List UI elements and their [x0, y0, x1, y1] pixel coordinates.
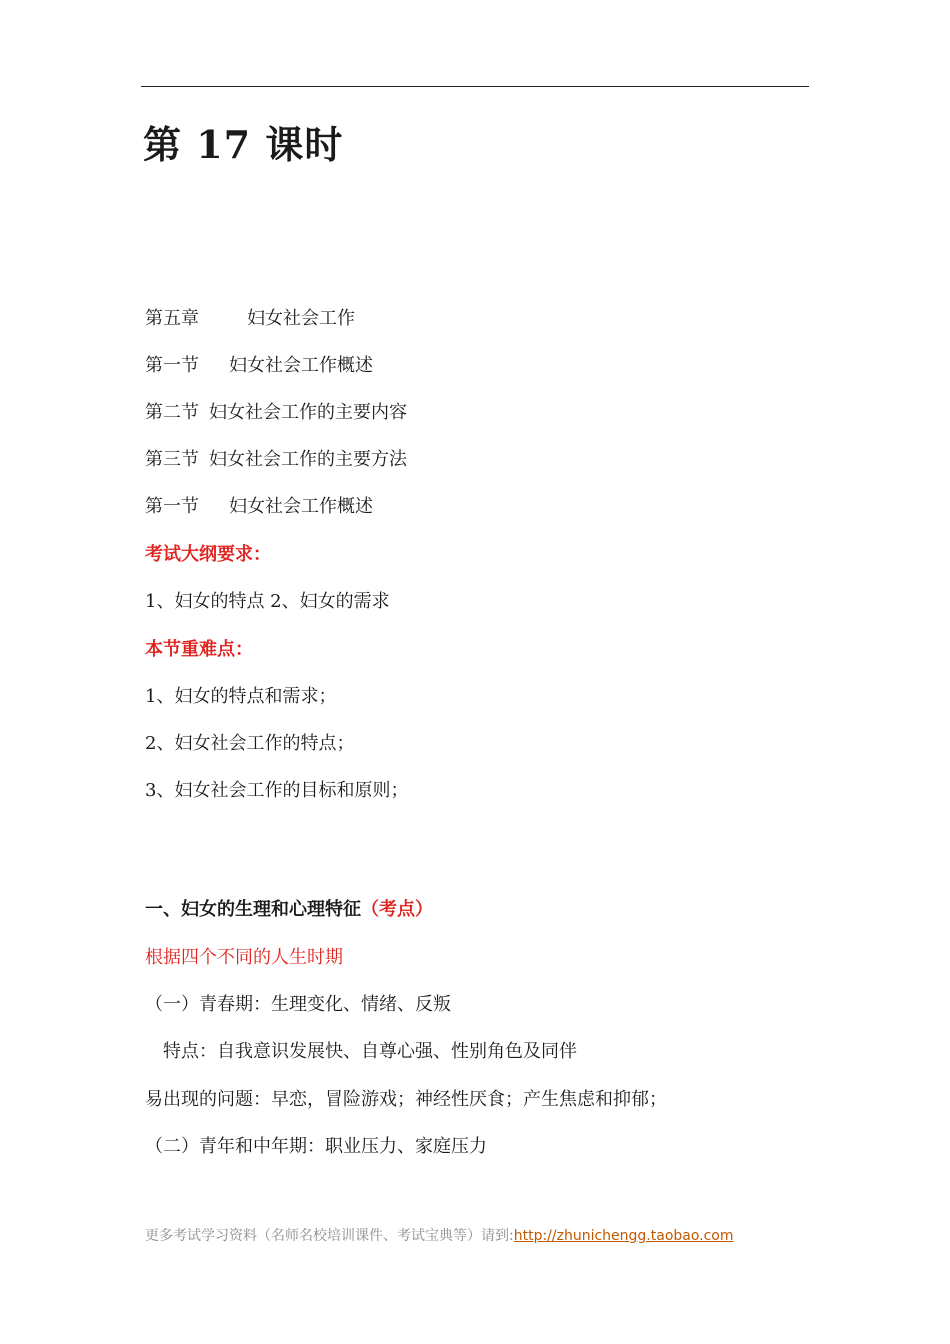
- period-adolescence: （一）青春期：生理变化、情绪、反叛: [145, 994, 451, 1015]
- key-point-item: 3、妇女社会工作的目标和原则；: [145, 780, 409, 801]
- footer-promo: [145, 1225, 734, 1245]
- toc-line-section1: [145, 354, 373, 378]
- section1-tag: （考点）: [361, 899, 433, 920]
- header-rule: [141, 86, 809, 87]
- toc-text: 妇女社会工作概述: [229, 496, 373, 517]
- period-adolescence-features: 特点：自我意识发展快、自尊心强、性别角色及同伴: [163, 1041, 577, 1062]
- toc-text: 妇女社会工作的主要内容: [209, 402, 407, 423]
- key-point-item: 1、妇女的特点和需求；: [145, 686, 337, 707]
- section1-title: 一、妇女的生理和心理特征: [145, 899, 361, 920]
- toc-label: 第一节: [145, 355, 199, 376]
- footer-link[interactable]: http://zhunichengg.taobao.com: [513, 1228, 734, 1244]
- footer-text: 更多考试学习资料（名师名校培训课件、考试宝典等）请到:: [145, 1228, 514, 1244]
- period-adolescence-problems: 易出现的问题：早恋，冒险游戏；神经性厌食；产生焦虑和抑郁；: [145, 1089, 667, 1110]
- toc-label: 第五章: [145, 308, 199, 329]
- toc-line-section2: [145, 401, 407, 425]
- toc-text: 妇女社会工作的主要方法: [209, 449, 407, 470]
- exam-outline-items: 1、妇女的特点 2、妇女的需求: [145, 591, 390, 612]
- toc-text: 妇女社会工作: [247, 308, 355, 329]
- key-points-heading: 本节重难点：: [145, 639, 253, 660]
- toc-line-section3: [145, 448, 407, 472]
- key-point-item: 2、妇女社会工作的特点；: [145, 733, 355, 754]
- toc-text: 妇女社会工作概述: [229, 355, 373, 376]
- page-title: 第 17 课时: [143, 122, 344, 167]
- section1-subtitle: 根据四个不同的人生时期: [145, 947, 343, 968]
- exam-outline-heading: 考试大纲要求：: [145, 544, 271, 565]
- toc-label: 第三节: [145, 449, 199, 470]
- period-youth-midlife: （二）青年和中年期：职业压力、家庭压力: [145, 1136, 487, 1157]
- section1-heading: [145, 898, 433, 922]
- toc-label: 第二节: [145, 402, 199, 423]
- toc-line-chapter5: [145, 307, 355, 331]
- toc-line-section1-repeat: [145, 495, 373, 519]
- toc-label: 第一节: [145, 496, 199, 517]
